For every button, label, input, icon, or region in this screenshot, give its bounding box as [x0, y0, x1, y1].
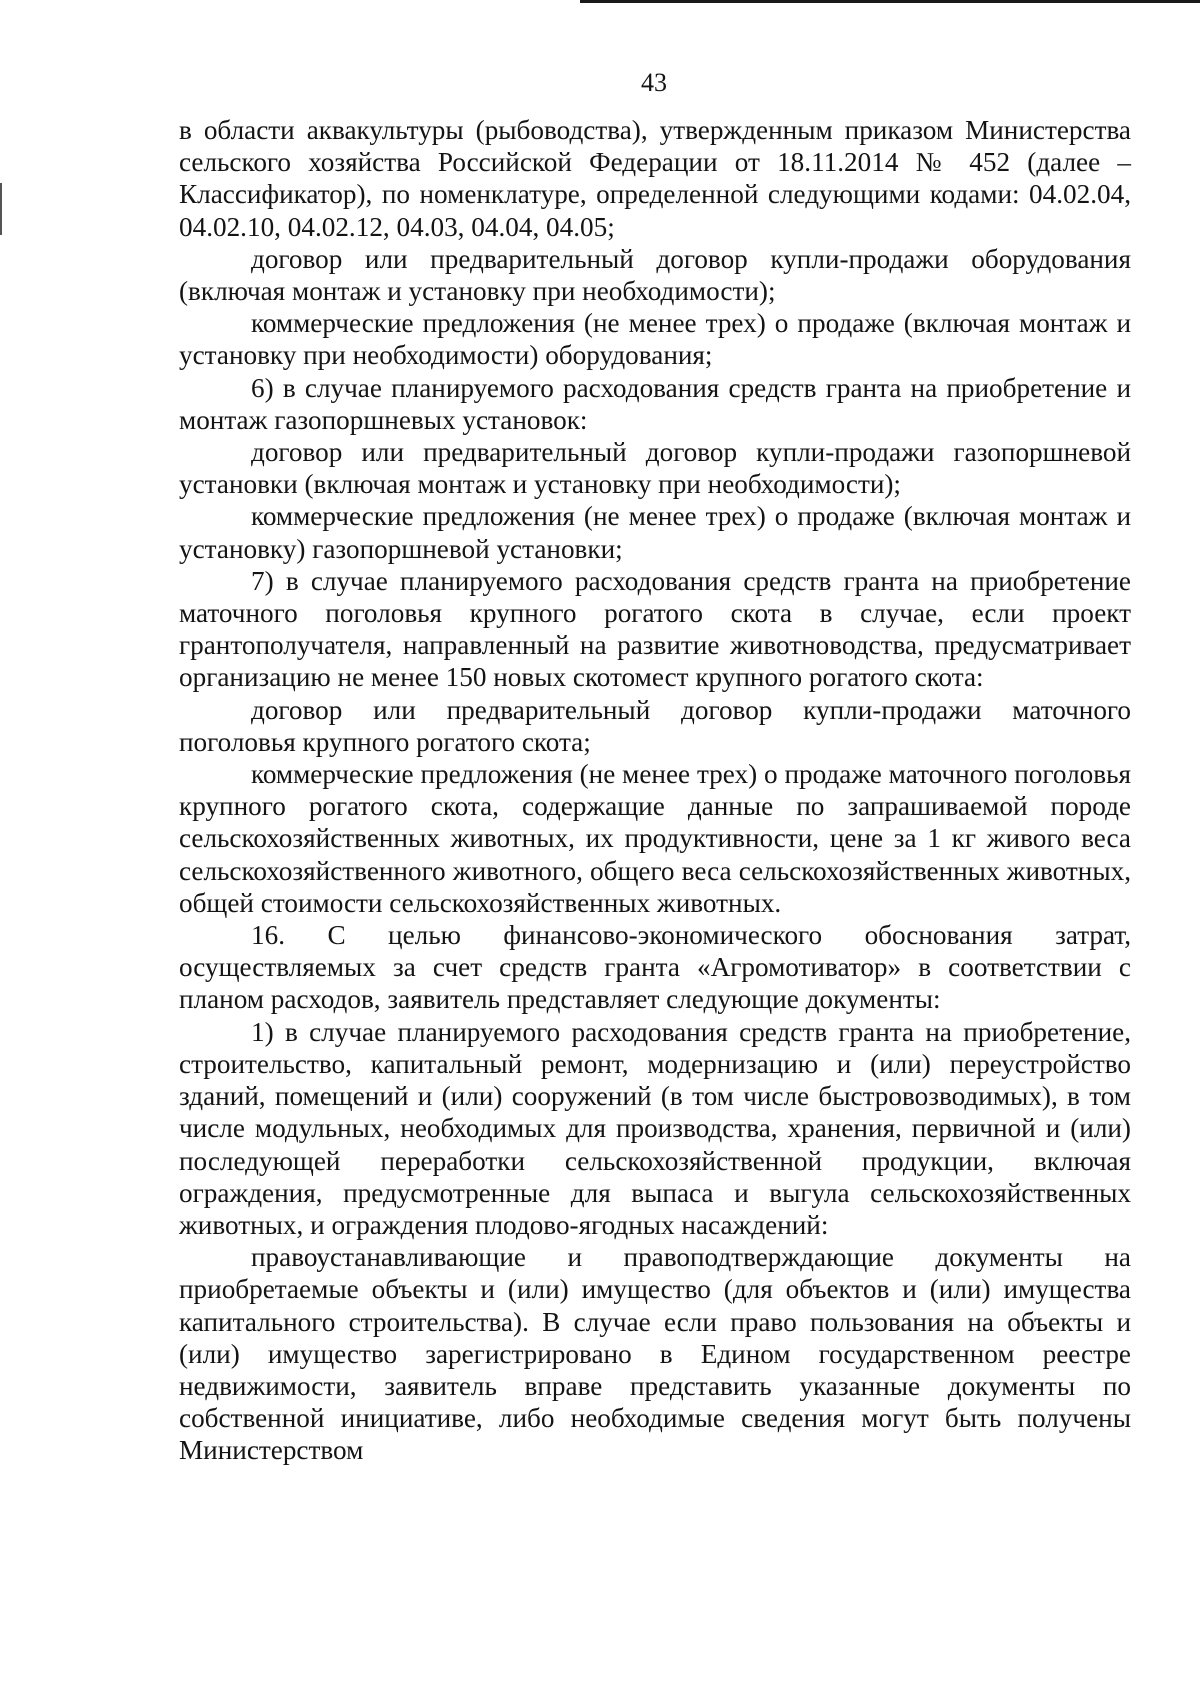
paragraph-item-1-buildings: 1) в случае планируемого расходования средств гранта на приобретение, строительство, капитальный ремонт, модернизацию и (или) переустройство зданий, помещений и (или) сооружений (в том числе быстровозводимых), в том числе модульных, необходимых для производства, хранения, первичной и (или) последующей переработки сельскохозяйственной продукции, включая ограждения, предусмотренные для выпаса и выгула сельскохозяйственных животных, и ограждения плодово-ягодных насаждений:	[179, 1016, 1131, 1240]
scan-left-margin-mark	[0, 183, 2, 235]
paragraph-cattle-offers: коммерческие предложения (не менее трех) о продаже маточного поголовья крупного рогатого скота, содержащие данные по запрашиваемой породе сельскохозяйственных животных, их продуктивности, цене за 1 кг живого веса сельскохозяйственного животного, общего веса сельскохозяйственных животных, общей стоимости сельскохозяйственных животных.	[179, 759, 1131, 918]
paragraph-item-7-cattle: 7) в случае планируемого расходования средств гранта на приобретение маточного поголовья крупного рогатого скота в случае, если проект грантополучателя, направленный на развитие животноводства, предусматривает организацию не менее 150 новых скотомест крупного рогатого скота:	[179, 565, 1131, 693]
paragraph-cattle-contract: договор или предварительный договор купли-продажи маточного поголовья крупного рогатого скота;	[179, 694, 1131, 757]
scan-top-edge-line	[580, 0, 1200, 3]
paragraph-section-16: 16. С целью финансово-экономического обоснования затрат, осуществляемых за счет средств гранта «Агромотиватор» в соответствии с планом расходов, заявитель представляет следующие документы:	[179, 920, 1131, 1015]
paragraph-gas-piston-contract: договор или предварительный договор купли-продажи газопоршневой установки (включая монтаж и установку при необходимости);	[179, 437, 1131, 500]
page-number: 43	[641, 68, 667, 97]
paragraph-equipment-offers: коммерческие предложения (не менее трех) о продаже (включая монтаж и установку при необходимости) оборудования;	[179, 308, 1131, 371]
paragraph-item-6-gas-piston: 6) в случае планируемого расходования средств гранта на приобретение и монтаж газопоршневых установок:	[179, 372, 1131, 435]
paragraph-gas-piston-offers: коммерческие предложения (не менее трех) о продаже (включая монтаж и установку) газопоршневой установки;	[179, 501, 1131, 564]
paragraph-title-documents: правоустанавливающие и правоподтверждающие документы на приобретаемые объекты и (или) имущество (для объектов и (или) имущества капитального строительства). В случае если право пользования на объекты и (или) имущество зарегистрировано в Едином государственном реестре недвижимости, заявитель вправе представить указанные документы по собственной инициативе, либо необходимые сведения могут быть получены Министерством	[179, 1242, 1131, 1466]
paragraph-classifier-codes: в области аквакультуры (рыбоводства), утвержденным приказом Министерства сельского хозяйства Российской Федерации от 18.11.2014 № 452 (далее – Классификатор), по номенклатуре, определенной следующими кодами: 04.02.04, 04.02.10, 04.02.12, 04.03, 04.04, 04.05;	[179, 115, 1131, 242]
paragraph-equipment-contract: договор или предварительный договор купли-продажи оборудования (включая монтаж и установку при необходимости);	[179, 243, 1131, 307]
document-body	[179, 114, 1131, 1467]
